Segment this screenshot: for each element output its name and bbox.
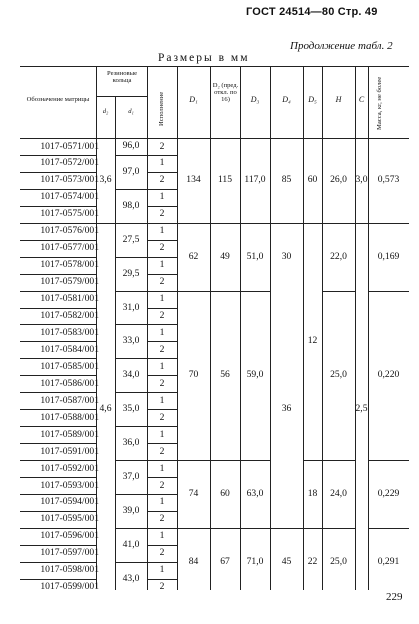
row-variant: 2 (159, 140, 165, 152)
row-designation: 1017-0591/001 (40, 445, 99, 457)
group-d1: 70 (188, 369, 199, 381)
row-variant: 2 (159, 310, 165, 321)
row-designation: 1017-0594/001 (40, 496, 99, 508)
group-mass: 0,220 (377, 369, 400, 381)
row-designation: 1017-0584/001 (40, 343, 99, 355)
group-d3: 51,0 (246, 250, 264, 262)
sizes-caption: Размеры в мм (158, 52, 250, 64)
group-d5: 18 (307, 487, 318, 499)
group-h: 22,0 (330, 250, 347, 262)
page-number: 229 (386, 591, 403, 603)
group-d2: 49 (220, 250, 230, 262)
group-h: 24,0 (330, 487, 347, 499)
row-variant: 2 (159, 445, 165, 457)
group-d1: 134 (186, 174, 201, 186)
row-designation: 1017-0586/001 (40, 377, 99, 389)
group-h: 25,0 (330, 555, 347, 567)
row-designation: 1017-0578/001 (40, 259, 99, 271)
group-d1: 62 (188, 250, 199, 262)
col-rubber-rings: Резиновые кольца (106, 70, 138, 85)
d1-value: 98,0 (122, 199, 140, 211)
row-designation: 1017-0583/001 (40, 326, 99, 338)
col-D4: D₄ (282, 95, 291, 104)
col-d2: d₂ (102, 108, 109, 115)
row-variant: 2 (159, 411, 165, 423)
group-mass: 0,573 (377, 174, 400, 186)
d1-value: 35,0 (122, 403, 140, 415)
row-variant: 2 (159, 513, 165, 525)
row-designation: 1017-0585/001 (40, 360, 99, 372)
group-mass: 0,229 (377, 487, 400, 499)
row-designation: 1017-0574/001 (40, 191, 99, 203)
row-variant: 2 (159, 276, 165, 288)
d1-value: 29,5 (122, 267, 140, 279)
row-designation: 1017-0593/001 (40, 479, 99, 491)
col-D3: D₃ (250, 95, 260, 104)
group-d5: 60 (307, 174, 318, 186)
row-designation: 1017-0576/001 (40, 225, 99, 237)
group-mass: 0,169 (377, 250, 400, 262)
group-d2: 60 (220, 487, 230, 499)
col-designation: Обозначение матрицы (26, 96, 90, 103)
row-variant: 1 (159, 225, 165, 237)
row-variant: 1 (159, 428, 165, 440)
d1-value: 43,0 (122, 572, 140, 584)
d2-value: 4,6 (99, 403, 112, 415)
row-designation: 1017-0581/001 (40, 293, 99, 305)
row-variant: 1 (159, 462, 165, 474)
row-variant: 2 (159, 242, 165, 254)
d1-value: 27,5 (122, 233, 140, 245)
group-d2: 56 (220, 369, 230, 381)
row-designation: 1017-0592/001 (40, 462, 99, 474)
group-d2: 115 (217, 174, 233, 186)
d1-value: 34,0 (122, 369, 140, 381)
group-mass: 0,291 (377, 555, 400, 567)
row-variant: 2 (159, 377, 165, 389)
row-variant: 1 (159, 564, 165, 576)
row-designation: 1017-0598/001 (40, 564, 99, 576)
group-d4: 30 (281, 250, 292, 262)
d2-value: 3,6 (99, 174, 112, 186)
row-variant: 1 (159, 496, 165, 508)
row-variant: 2 (159, 581, 165, 593)
d1-value: 41,0 (122, 538, 140, 550)
row-variant: 2 (159, 174, 165, 186)
row-variant: 1 (159, 191, 165, 203)
row-variant: 1 (159, 326, 165, 338)
col-H: H (335, 95, 342, 104)
row-designation: 1017-0571/001 (40, 140, 99, 152)
col-D2: D₂ (пред. откл. по 16) (212, 82, 239, 104)
row-variant: 2 (159, 479, 165, 491)
d1-value: 97,0 (122, 165, 140, 177)
d5-shared-value: 12 (307, 335, 318, 347)
d1-value: 36,0 (122, 437, 140, 449)
d1-value: 96,0 (122, 140, 140, 152)
d1-value: 37,0 (122, 471, 140, 482)
row-variant: 1 (159, 293, 165, 305)
row-variant: 2 (159, 343, 165, 355)
col-mass: Масса, кг, не более (376, 76, 383, 130)
col-D1: D₁ (189, 95, 198, 104)
d1-value: 33,0 (122, 335, 140, 347)
d1-value: 39,0 (122, 504, 140, 516)
col-d1: d₁ (128, 108, 134, 115)
row-variant: 1 (159, 259, 165, 271)
row-designation: 1017-0577/001 (40, 242, 99, 254)
row-variant: 1 (159, 157, 165, 169)
row-variant: 2 (159, 208, 165, 220)
row-designation: 1017-0582/001 (40, 310, 99, 321)
row-designation: 1017-0589/001 (40, 428, 99, 440)
row-designation: 1017-0588/001 (40, 411, 99, 423)
group-d1: 74 (188, 487, 199, 499)
group-d3: 59,0 (246, 369, 264, 381)
d1-value: 31,0 (122, 301, 140, 313)
row-designation: 1017-0587/001 (40, 394, 99, 406)
col-D5: D₅ (308, 95, 317, 104)
row-variant: 2 (159, 547, 165, 559)
group-d3: 63,0 (246, 487, 264, 499)
col-C: C (358, 95, 365, 104)
row-designation: 1017-0575/001 (40, 208, 99, 220)
standard-header: ГОСТ 24514—80 Стр. 49 (246, 6, 378, 18)
table-continuation-note: Продолжение табл. 2 (290, 40, 393, 52)
c-shared-value: 2,5 (355, 403, 368, 415)
group-d1: 84 (188, 555, 199, 567)
group-d3: 117,0 (244, 174, 266, 186)
row-designation: 1017-0596/001 (40, 530, 99, 542)
row-designation: 1017-0595/001 (40, 513, 99, 525)
row-designation: 1017-0599/001 (40, 581, 99, 593)
group-h: 26,0 (330, 174, 347, 186)
group-d4: 45 (281, 555, 292, 567)
d4-shared-value: 36 (281, 403, 292, 415)
group-d4: 85 (281, 174, 292, 186)
group-d2: 67 (220, 555, 230, 567)
group-h: 25,0 (330, 369, 347, 381)
col-variant: Исполнение (158, 91, 165, 126)
group-d5: 22 (307, 555, 318, 567)
row-designation: 1017-0579/001 (40, 276, 99, 288)
row-variant: 1 (159, 394, 165, 406)
row-designation: 1017-0572/001 (40, 157, 99, 169)
group-d3: 71,0 (246, 555, 264, 567)
row-variant: 1 (159, 360, 165, 372)
row-variant: 1 (159, 530, 165, 542)
group-c: 3,0 (355, 174, 368, 186)
row-designation: 1017-0597/001 (40, 547, 99, 559)
row-designation: 1017-0573/001 (40, 174, 99, 186)
